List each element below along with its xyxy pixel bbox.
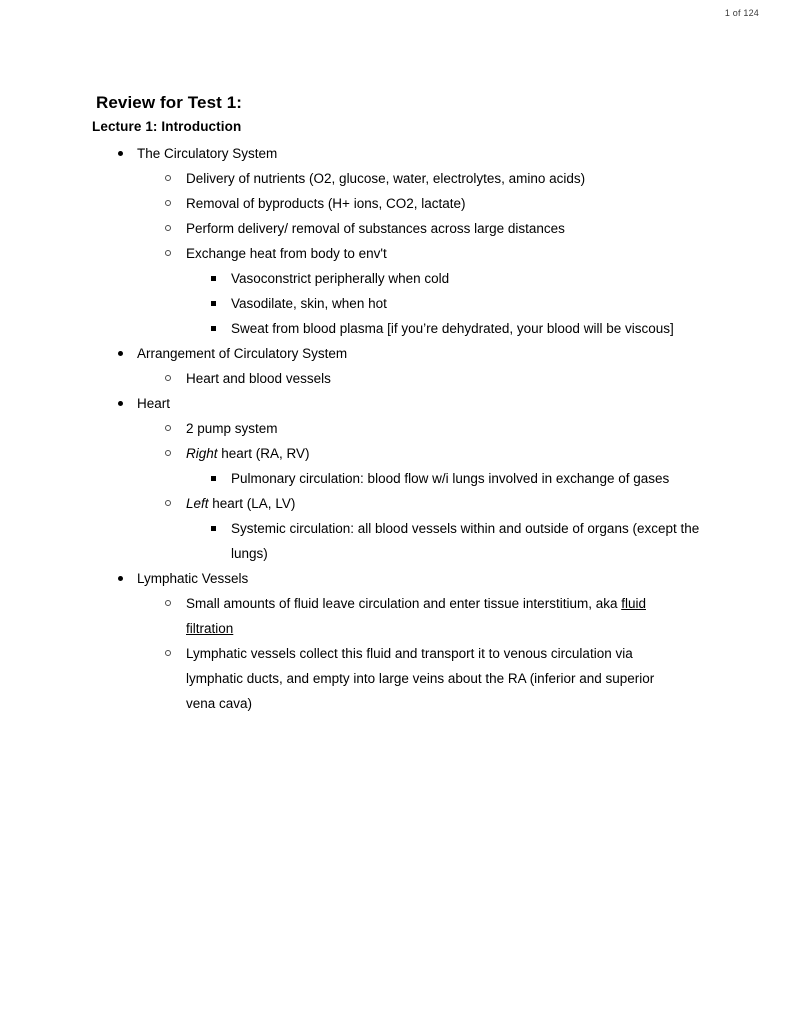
list-item [211,291,791,316]
list-item [118,341,791,366]
list-item-text: Arrangement of Circulatory System [137,346,348,361]
list-item [165,166,791,191]
bullet-disc-icon [118,566,135,591]
page-title: Review for Test 1: [96,93,243,112]
bullet-circle-icon [165,191,182,216]
bullet-circle-icon [165,366,182,391]
list-item-text-lead: Small amounts of fluid leave circulation and enter tissue interstitium, aka [186,596,622,611]
bullet-circle-icon [165,216,182,241]
list-item [211,266,791,291]
list-item-text [186,441,686,466]
list-item [165,191,791,216]
list-item [165,241,791,266]
bullet-disc-icon [118,391,135,416]
list-item [118,391,791,416]
bullet-square-icon [211,516,228,541]
outline-list [0,141,791,716]
bullet-disc-icon [118,141,135,166]
list-item [165,491,791,516]
bullet-square-icon [211,266,228,291]
bullet-circle-icon [165,441,182,466]
list-item-text: Lymphatic vessels collect this fluid and transport it to venous circulation via lymphatic ducts, and empty into large veins about the RA (inferior and superior vena cava) [186,646,655,711]
bullet-circle-icon [165,416,182,441]
underlined-term: fluid filtration [186,596,646,636]
list-item-text: Heart and blood vessels [186,371,331,386]
list-item [118,566,791,591]
list-item [165,416,791,441]
list-item-text-rest: heart (RA, RV) [217,446,310,461]
bullet-circle-icon [165,241,182,266]
list-item-text: Lymphatic Vessels [137,571,249,586]
bullet-circle-icon [165,641,182,666]
list-item-text: Exchange heat from body to env't [186,246,387,261]
list-item-text: Vasodilate, skin, when hot [231,296,387,311]
emphasis-text: Right [186,446,218,461]
list-item-text: Vasoconstrict peripherally when cold [231,271,450,286]
list-item-text: Perform delivery/ removal of substances across large distances [186,221,565,236]
bullet-disc-icon [118,341,135,366]
list-item-text: The Circulatory System [137,146,278,161]
list-item-text: Delivery of nutrients (O2, glucose, water, electrolytes, amino acids) [186,171,586,186]
list-item [211,316,791,341]
emphasis-text: Left [186,496,209,511]
list-item-text-rest: heart (LA, LV) [208,496,296,511]
list-item [211,516,791,566]
list-item-text [186,591,686,641]
bullet-square-icon [211,316,228,341]
list-item [211,466,791,491]
list-item-text: Sweat from blood plasma [if you’re dehydrated, your blood will be viscous] [231,321,674,336]
list-item [165,441,791,466]
page-indicator: 1 of 124 [724,8,759,18]
bullet-square-icon [211,466,228,491]
list-item-text: Pulmonary circulation: blood flow w/i lungs involved in exchange of gases [231,471,670,486]
list-item [165,641,791,716]
list-item-text [186,491,686,516]
list-item-text: Removal of byproducts (H+ ions, CO2, lactate) [186,196,466,211]
list-item [165,216,791,241]
document-subtitle: Lecture 1: Introduction [92,119,242,134]
list-item-text: 2 pump system [186,421,278,436]
list-item [118,141,791,166]
bullet-circle-icon [165,591,182,616]
bullet-circle-icon [165,166,182,191]
bullet-square-icon [211,291,228,316]
bullet-circle-icon [165,491,182,516]
list-item [165,366,791,391]
list-item-text: Systemic circulation: all blood vessels within and outside of organs (except the lungs) [231,521,700,561]
list-item-text: Heart [137,396,171,411]
list-item [165,591,791,641]
